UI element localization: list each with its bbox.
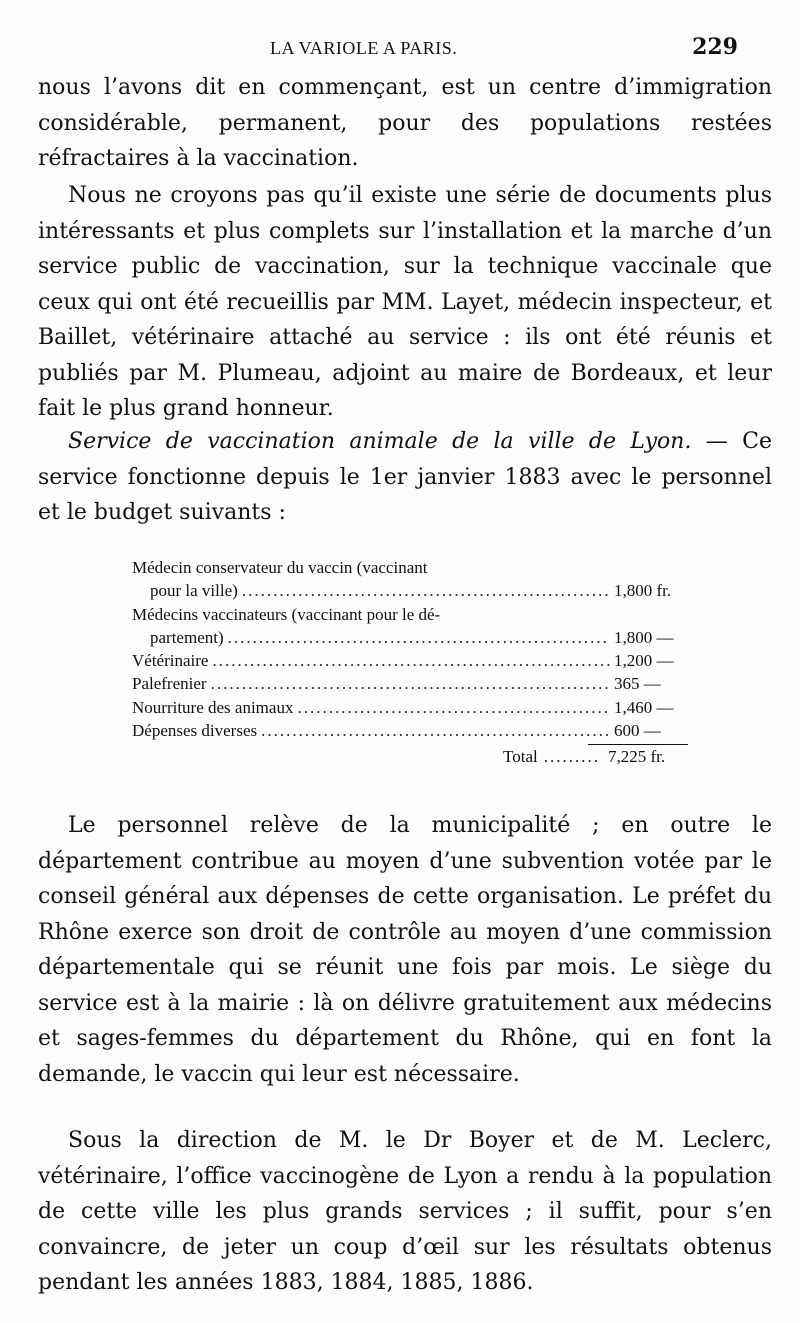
budget-row xyxy=(132,696,688,719)
budget-label: Dépenses diverses xyxy=(132,721,258,741)
budget-amount: 600 — xyxy=(614,721,661,741)
budget-label: Médecin conservateur du vaccin (vaccinant xyxy=(132,558,428,577)
paragraph-text: nous l’avons dit en commençant, est un centre d’immigration considérable, permanent, pour des populations restées réfractaires à la vaccination. xyxy=(38,75,772,171)
paragraph-documents xyxy=(38,178,772,427)
page-number: 229 xyxy=(692,34,738,60)
paragraph-continuation xyxy=(38,70,772,177)
budget-row xyxy=(132,672,688,695)
total-amount: 7,225 fr. xyxy=(608,747,666,767)
paragraph-body: — Ce service fonctionne depuis le 1er janvier 1883 avec le personnel et le budget suivants : xyxy=(38,429,773,525)
budget-label: Vétérinaire xyxy=(132,651,209,671)
paragraph-direction xyxy=(38,1123,772,1301)
paragraph-personnel xyxy=(38,808,772,1092)
budget-label: partement) xyxy=(150,627,224,647)
budget-row xyxy=(132,649,688,672)
paragraph-text xyxy=(38,424,772,531)
paragraph-text: Nous ne croyons pas qu’il existe une série de documents plus intéressants et plus complets sur l’installation et la marche d’un service public de vaccination, sur la technique vaccinale que ceux qui ont été recueillis par MM. Layet, médecin inspecteur, et Baillet, vétérinaire attaché au service : ils ont été réunis et publiés par M. Plumeau, adjoint au maire de Bordeaux, et leur fait le plus grand honneur. xyxy=(38,183,772,421)
dot-leader: ......... xyxy=(543,747,600,767)
budget-row xyxy=(132,556,688,579)
dot-leader xyxy=(261,719,610,742)
budget-label: Médecins vaccinateurs (vaccinant pour le dé- xyxy=(132,604,441,624)
budget-row xyxy=(132,626,688,649)
dot-leader xyxy=(212,649,610,672)
budget-table xyxy=(132,556,688,769)
paragraph-lyon-service xyxy=(38,424,772,531)
budget-amount: 365 — xyxy=(614,674,661,694)
budget-label: pour la ville) xyxy=(150,581,238,601)
paragraph-text: Le personnel relève de la municipalité ; en outre le département contribue au moyen d’une subvention votée par le conseil général aux dépenses de cette organisation. Le préfet du Rhône exerce son droit de contrôle au moyen d’une commission départementale qui se réunit une fois par mois. Le siège du service est à la mairie : là on délivre gratuitement aux médecins et sages-femmes du département du Rhône, qui en font la demande, le vaccin qui leur est nécessaire. xyxy=(38,813,772,1087)
budget-amount: 1,800 — xyxy=(614,627,674,647)
budget-amount: 1,200 — xyxy=(614,651,674,671)
section-heading: Service de vaccination animale de la ville de Lyon. xyxy=(68,429,692,454)
dot-leader xyxy=(242,579,610,602)
page-header xyxy=(38,34,738,64)
dot-leader xyxy=(211,672,610,695)
budget-label: Nourriture des animaux xyxy=(132,697,294,717)
budget-row xyxy=(132,603,688,626)
dot-leader xyxy=(228,626,610,649)
total-label: Total xyxy=(503,747,538,767)
budget-amount: 1,460 — xyxy=(614,697,674,717)
budget-label: Palefrenier xyxy=(132,674,207,694)
running-title: LA VARIOLE A PARIS. xyxy=(270,38,458,58)
dot-leader xyxy=(297,696,610,719)
paragraph-text: Sous la direction de M. le Dr Boyer et de M. Leclerc, vétérinaire, l’office vaccinogène de Lyon a rendu à la population de cette ville les plus grands services ; il suffit, pour s’en convaincre, de jeter un coup d’œil sur les résultats obtenus pendant les années 1883, 1884, 1885, 1886. xyxy=(38,1128,772,1295)
budget-row xyxy=(132,719,688,742)
budget-amount: 1,800 fr. xyxy=(614,581,672,601)
budget-row xyxy=(132,579,688,602)
budget-total-row xyxy=(132,745,688,768)
